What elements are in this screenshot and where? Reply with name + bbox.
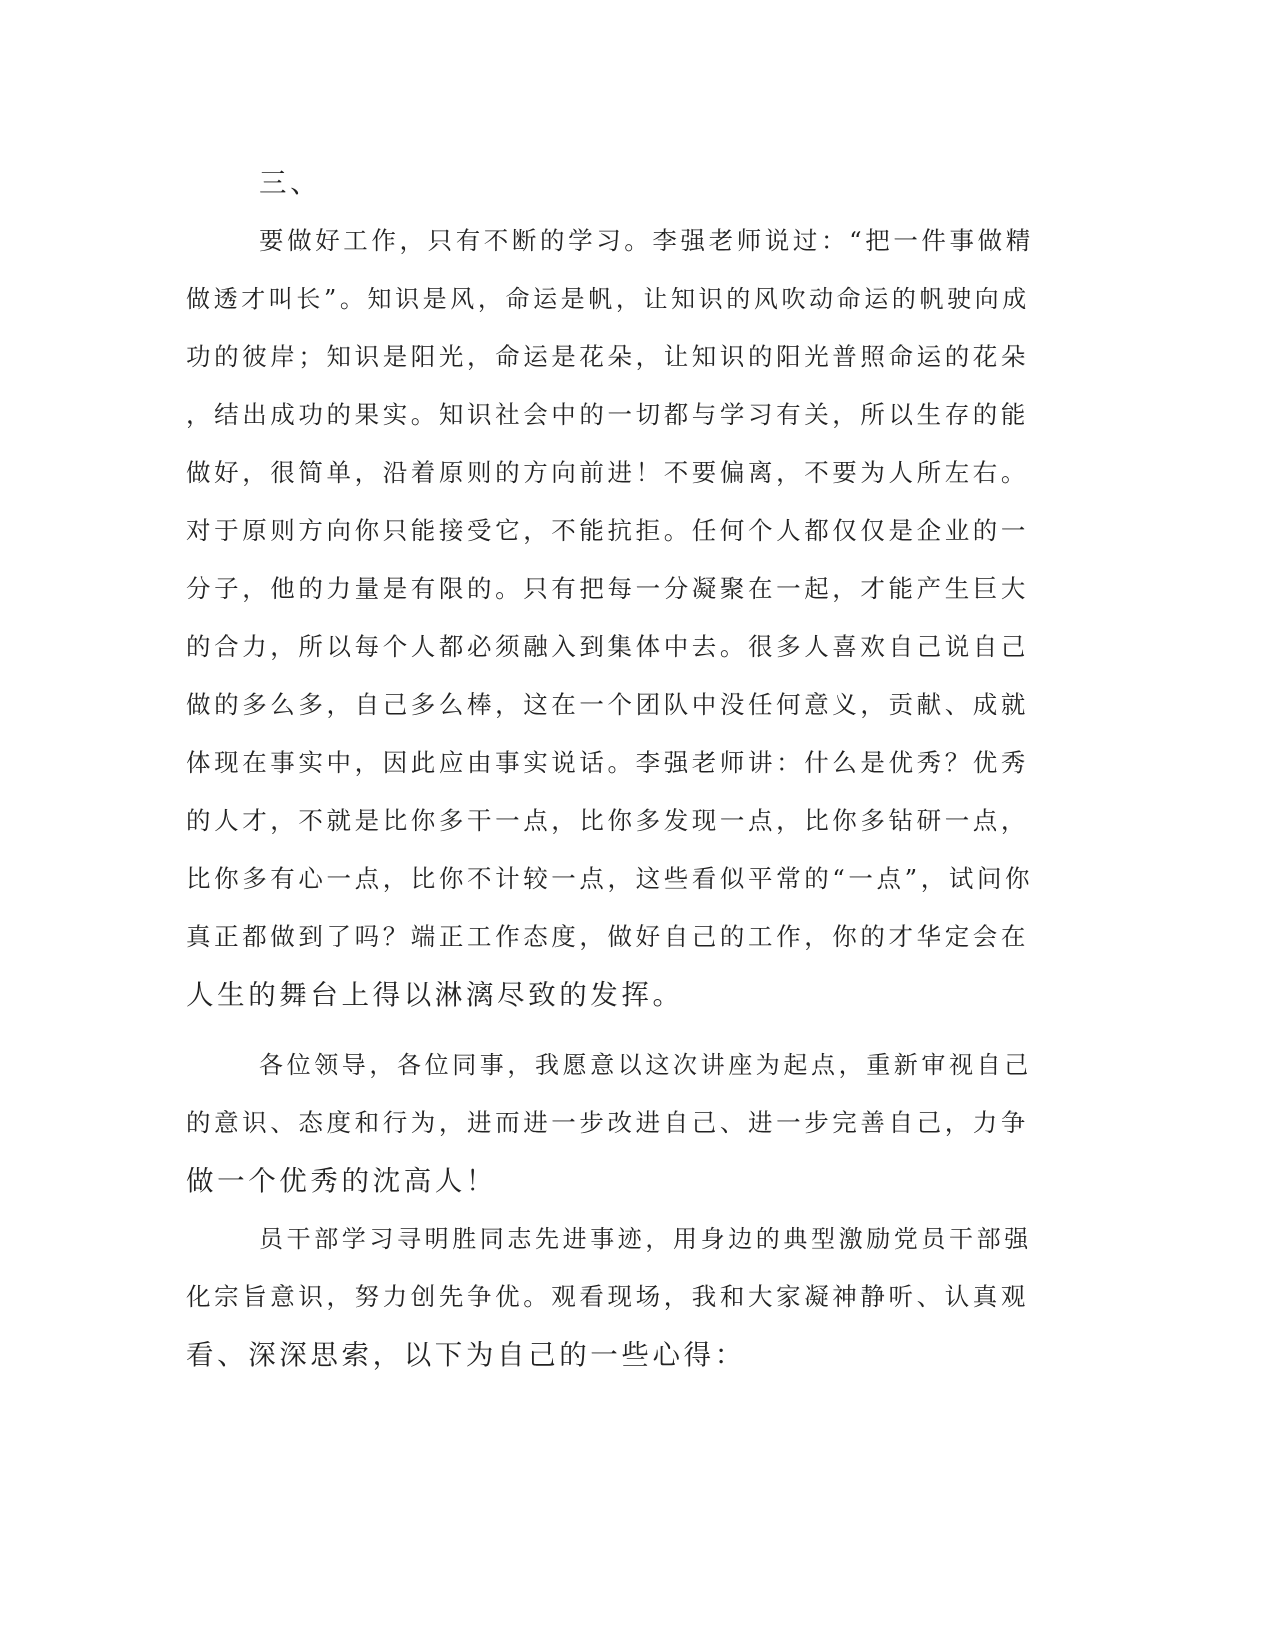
paragraph-line: 体现在事实中，因此应由事实说话。李强老师讲：什么是优秀？优秀 [186, 748, 1029, 777]
paragraph-line: 比你多有心一点，比你不计较一点，这些看似平常的“一点”，试问你 [186, 864, 1034, 893]
paragraph-line: 做一个优秀的沈高人！ [186, 1165, 497, 1197]
paragraph-line: 做透才叫长”。知识是风，命运是帆，让知识的风吹动命运的帆驶向成 [186, 285, 1030, 313]
paragraph-line: 分子，他的力量是有限的。只有把每一分凝聚在一起，才能产生巨大 [186, 574, 1029, 603]
paragraph-line: 看、深深思索，以下为自己的一些心得： [186, 1339, 746, 1371]
paragraph-line: 对于原则方向你只能接受它，不能抗拒。任何个人都仅仅是企业的一 [186, 516, 1029, 545]
paragraph-line: 的合力，所以每个人都必须融入到集体中去。很多人喜欢自己说自己 [186, 632, 1029, 661]
paragraph-line: 功的彼岸；知识是阳光，命运是花朵，让知识的阳光普照命运的花朵 [186, 342, 1029, 371]
paragraph-line: 的人才，不就是比你多干一点，比你多发现一点，比你多钻研一点， [186, 806, 1029, 835]
paragraph-line: ，结出成功的果实。知识社会中的一切都与学习有关，所以生存的能 [186, 400, 1029, 429]
paragraph-line: 化宗旨意识，努力创先争优。观看现场，我和大家凝神静听、认真观 [186, 1282, 1029, 1311]
paragraph-line: 要做好工作，只有不断的学习。李强老师说过：“把一件事做精 [259, 226, 1034, 255]
paragraph-line: 做的多么多，自己多么棒，这在一个团队中没任何意义，贡献、成就 [186, 690, 1029, 719]
paragraph-line: 人生的舞台上得以淋漓尽致的发挥。 [186, 979, 684, 1011]
paragraph-line: 的意识、态度和行为，进而进一步改进自己、进一步完善自己，力争 [186, 1108, 1029, 1137]
paragraph-line: 各位领导，各位同事，我愿意以这次讲座为起点，重新审视自己 [259, 1051, 1032, 1079]
paragraph-line: 员干部学习寻明胜同志先进事迹，用身边的典型激励党员干部强 [259, 1225, 1032, 1253]
section-heading: 三、 [259, 167, 322, 199]
paragraph-line: 真正都做到了吗？端正工作态度，做好自己的工作，你的才华定会在 [186, 922, 1029, 951]
paragraph-line: 做好，很简单，沿着原则的方向前进！不要偏离，不要为人所左右。 [186, 458, 1029, 487]
